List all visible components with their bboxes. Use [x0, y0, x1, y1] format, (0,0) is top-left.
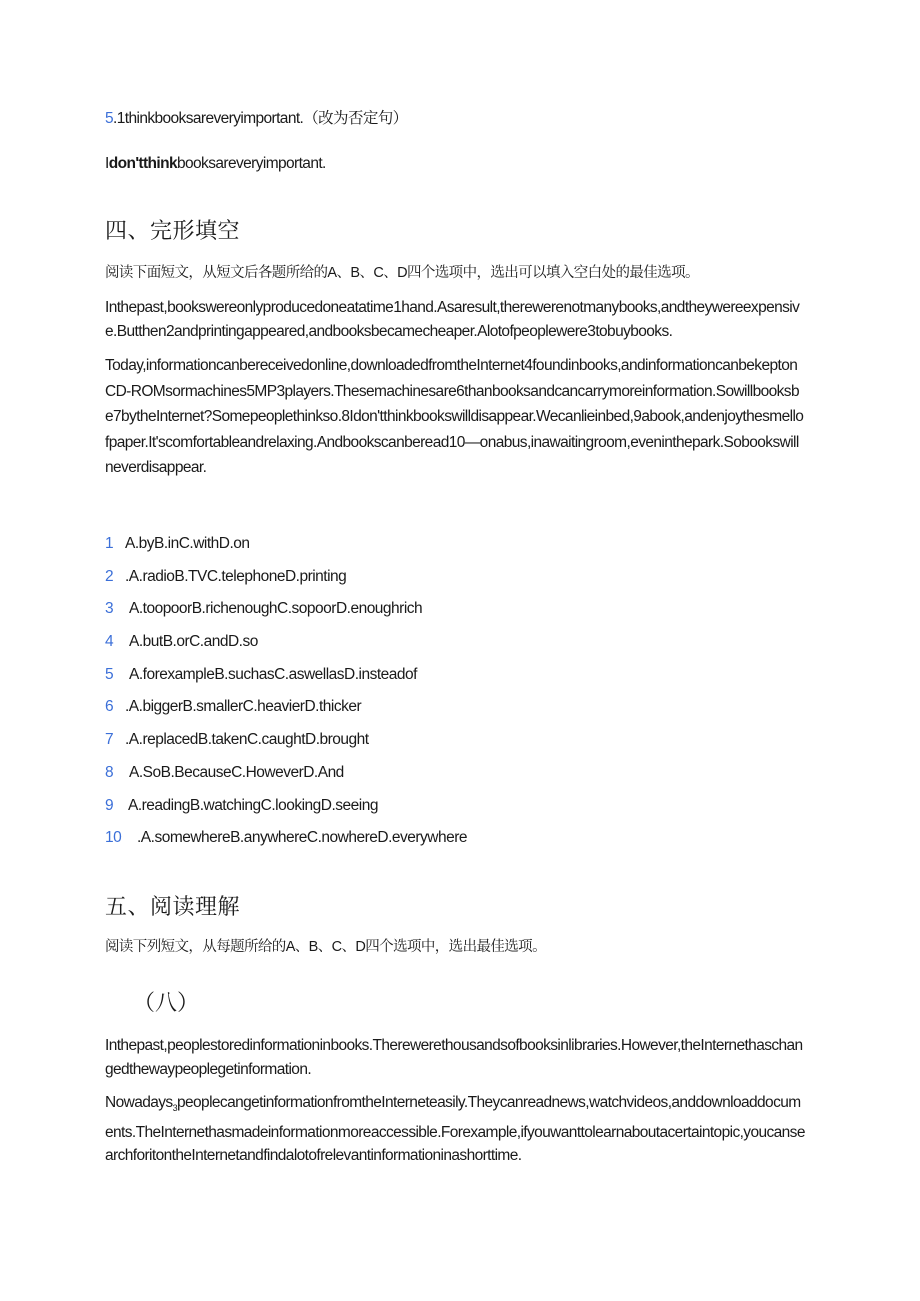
option-row [105, 666, 467, 699]
answer-bold: don'tthink [108, 155, 177, 172]
section-5-instruction: 阅读下列短文，从每题所给的A、B、C、D四个选项中，选出最佳选项。 [105, 939, 546, 955]
option-row [105, 829, 467, 862]
option-row [105, 568, 467, 601]
option-text: .A.somewhereB.anywhereC.nowhereD.everywhere [137, 829, 467, 847]
option-row [105, 731, 467, 764]
option-number: 4 [105, 633, 114, 651]
option-number: 7 [105, 731, 114, 749]
option-row [105, 600, 467, 633]
option-number: 5 [105, 665, 114, 683]
option-text: .A.biggerB.smallerC.heavierD.thicker [125, 698, 362, 716]
cloze-paragraph-1: Inthepast,bookswereonlyproducedoneatatime1hand.Asaresult,therewerenotmanybooks,andtheywereexpensive.Butthen2andprintingappeared,andbooksbecamecheaper.Alotofpeoplewere3tobuybooks. [105, 299, 800, 340]
answer-rest: booksareveryimportant. [177, 155, 326, 172]
option-text: .A.replacedB.takenC.caughtD.brought [125, 731, 369, 749]
reading-paragraph-1: Inthepast,peoplestoredinformationinbooks.Therewerethousandsofbooksinlibraries.However,theInternethaschangedthewaypeoplegetinformation. [105, 1037, 803, 1078]
option-text: .A.radioB.TVC.telephoneD.printing [125, 567, 347, 585]
passage-subtitle: （八） [133, 990, 200, 1015]
option-row [105, 633, 467, 666]
subscript-marker: 3 [172, 1103, 177, 1114]
option-row [105, 764, 467, 797]
question-number: 5 [105, 110, 114, 127]
section-4-title: 四、完形填空 [105, 218, 241, 243]
option-number: 9 [105, 796, 114, 814]
question-text: .1thinkbooksareveryimportant.（改为否定句） [113, 110, 408, 127]
section-5-title: 五、阅读理解 [105, 894, 241, 919]
option-row [105, 698, 467, 731]
option-text: A.byB.inC.withD.on [125, 535, 250, 552]
option-number: 10 [105, 829, 122, 847]
paragraph-start: Nowadays [105, 1094, 173, 1111]
question-5 [105, 107, 408, 131]
option-text: A.SoB.BecauseC.HoweverD.And [129, 763, 344, 781]
cloze-options [105, 535, 467, 862]
reading-paragraph-2 [105, 1091, 805, 1168]
answer-prefix: I [105, 155, 109, 172]
answer-5 [105, 152, 326, 176]
option-number: 8 [105, 763, 114, 781]
option-text: A.forexampleB.suchasC.aswellasD.insteadof [129, 665, 417, 683]
section-4-instruction: 阅读下面短文，从短文后各题所给的A、B、C、D四个选项中，选出可以填入空白处的最佳选项。 [105, 265, 699, 281]
option-row [105, 535, 467, 568]
option-text: A.toopoorB.richenoughC.sopoorD.enoughrich [129, 600, 423, 618]
cloze-paragraph-2: Today,informationcanbereceivedonline,downloadedfromtheInternet4foundinbooks,andinformationcanbekeptonCD-ROMsormachines5MP3players.Thesemachinesare6thanbooksandcancarrymoreinformation.Sowillbooksbe7bytheInternet?Somepeoplethinkso.8Idon'tthinkbookswilldisappear.Wecanlieinbed,9abook,andenjoythesmellofpaper.It'scomfortableandrelaxing.Andbookscanberead10—onabus,inawaitingroom,eveninthepark.Sobookswillneverdisappear. [105, 357, 804, 476]
option-number: 1 [105, 535, 114, 552]
option-row [105, 797, 467, 830]
option-number: 3 [105, 600, 114, 618]
option-number: 2 [105, 567, 114, 585]
paragraph-rest: peoplecangetinformationfromtheInterneteasily.Theycanreadnews,watchvideos,anddownloaddocuments.TheInternethasmadeinformationmoreaccessible.Forexample,ifyouwanttolearnaboutacertaintopic,youcansearchforitontheInternetandfindalotofrelevantinformationinashorttime. [105, 1094, 805, 1165]
option-text: A.readingB.watchingC.lookingD.seeing [128, 796, 378, 814]
option-text: A.butB.orC.andD.so [129, 633, 258, 651]
cloze-passage [105, 296, 805, 491]
reading-passage [105, 1034, 805, 1178]
option-number: 6 [105, 698, 114, 716]
